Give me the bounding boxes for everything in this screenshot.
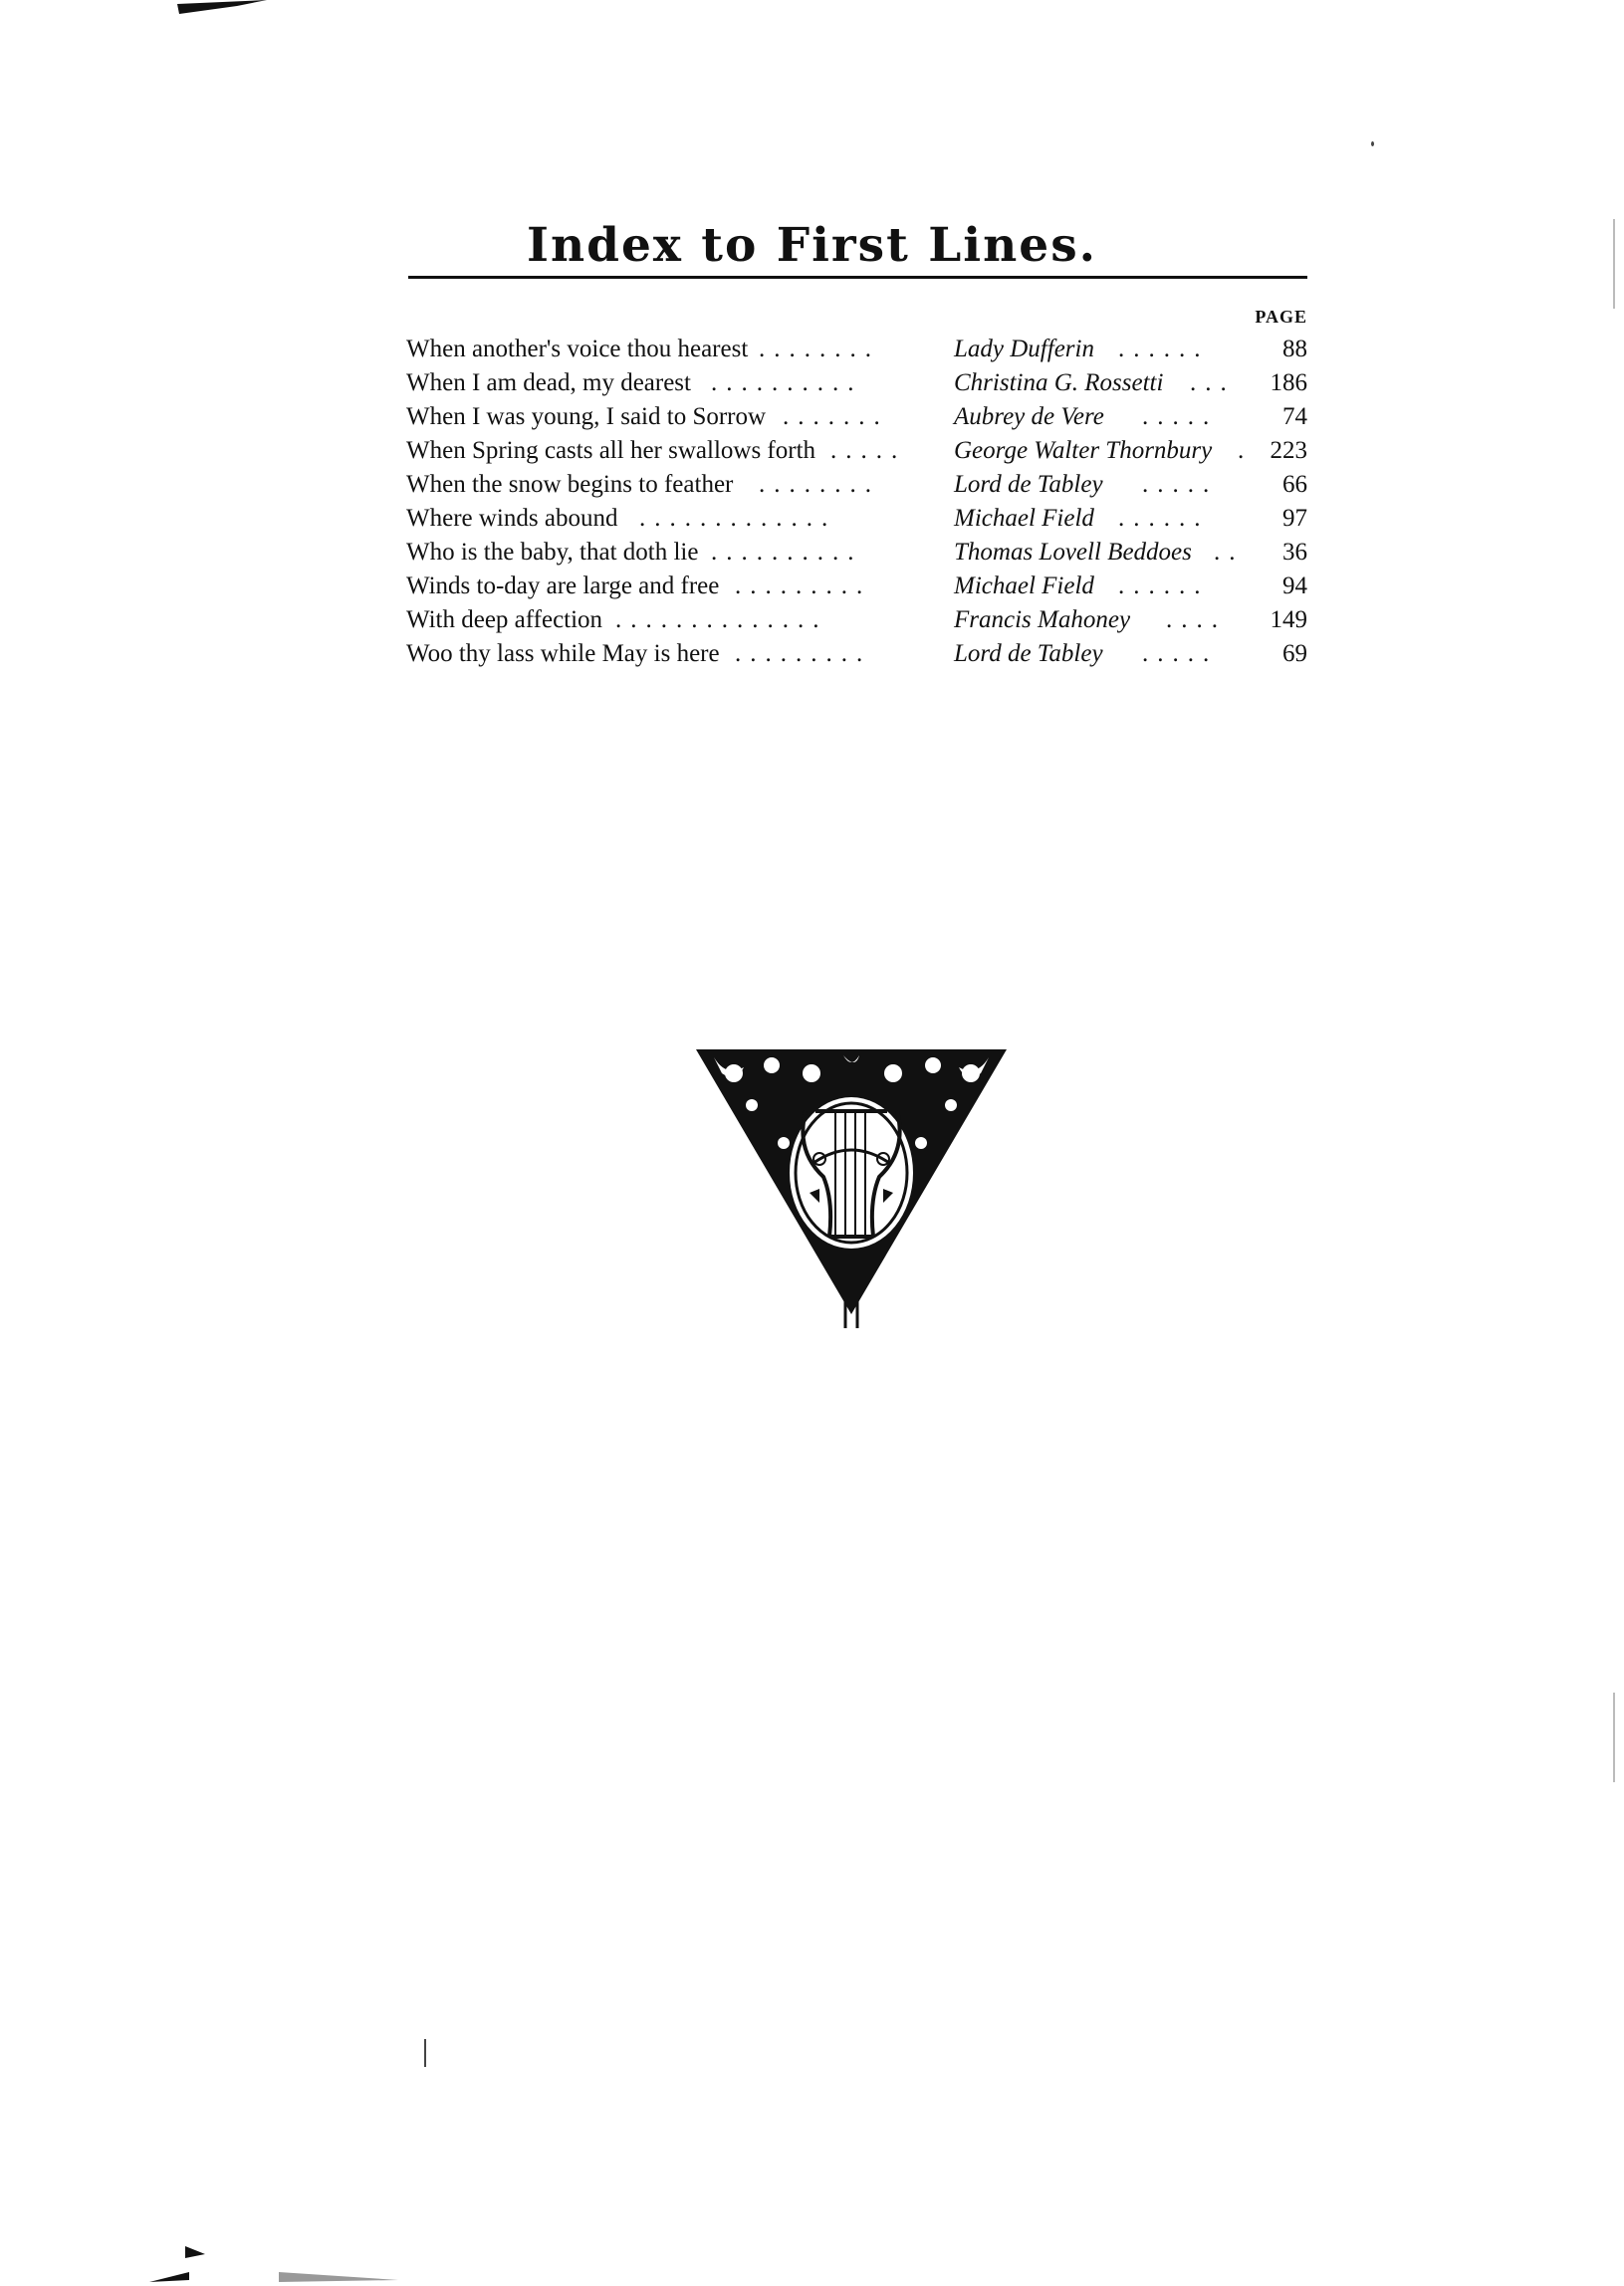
page-number: 94 (1282, 572, 1307, 599)
author-name: Christina G. Rossetti (954, 369, 1164, 396)
page-number: 223 (1270, 437, 1307, 464)
dot-leader: ............. (639, 505, 837, 532)
author-name: Lord de Tabley (954, 640, 1103, 667)
scan-edge-mark-top (177, 0, 267, 16)
index-entry (406, 536, 1307, 570)
scan-speck (1613, 219, 1615, 309)
author-name: Lord de Tabley (954, 471, 1103, 498)
page-number: 36 (1282, 539, 1307, 566)
first-lines-index (406, 333, 1307, 671)
first-line-text: When I was young, I said to Sorrow (406, 403, 767, 430)
page-number: 69 (1282, 640, 1307, 667)
first-line-text: When the snow begins to feather (406, 471, 734, 498)
author-name: Lady Dufferin (954, 336, 1094, 362)
dot-leader: ........ (759, 336, 880, 362)
page-number: 97 (1282, 505, 1307, 532)
dot-leader: ..... (1142, 471, 1219, 498)
index-entry (406, 400, 1307, 434)
author-name: Michael Field (954, 505, 1094, 532)
first-line-text: When Spring casts all her swallows forth (406, 437, 816, 464)
index-entry (406, 333, 1307, 366)
page-number: 149 (1270, 606, 1307, 633)
first-line-text: When I am dead, my dearest (406, 369, 691, 396)
page-number: 186 (1270, 369, 1307, 396)
author-name: Aubrey de Vere (954, 403, 1104, 430)
dot-leader: ... (1190, 369, 1236, 396)
first-line-text: Winds to-day are large and free (406, 572, 720, 599)
dot-leader: ...... (1118, 505, 1210, 532)
dot-leader: ..... (830, 437, 907, 464)
page-title: Index to First Lines. (526, 218, 1098, 274)
scan-speck (424, 2039, 426, 2067)
first-line-text: With deep affection (406, 606, 603, 633)
first-line-text: Where winds abound (406, 505, 618, 532)
dot-leader: ..... (1142, 640, 1219, 667)
author-name: Francis Mahoney (954, 606, 1131, 633)
title-rule (408, 276, 1307, 279)
first-line-text: Who is the baby, that doth lie (406, 539, 699, 566)
dot-leader: . (1238, 437, 1254, 464)
dot-leader: ..... (1142, 403, 1219, 430)
dot-leader: .... (1166, 606, 1227, 633)
page-number: 74 (1282, 403, 1307, 430)
lyre-floral-ornament-icon (694, 1043, 1009, 1328)
dot-leader: .......... (711, 539, 863, 566)
dot-leader: ...... (1118, 572, 1210, 599)
dot-leader: .. (1214, 539, 1245, 566)
scan-edge-mark-bottom (149, 2242, 408, 2286)
scan-speck (1371, 141, 1374, 146)
page-number: 88 (1282, 336, 1307, 362)
dot-leader: .......... (711, 369, 863, 396)
index-entry (406, 570, 1307, 603)
dot-leader: ...... (1118, 336, 1210, 362)
dot-leader: ........ (759, 471, 880, 498)
first-line-text: Woo thy lass while May is here (406, 640, 720, 667)
dot-leader: ......... (735, 572, 872, 599)
dot-leader: .............. (615, 606, 828, 633)
index-entry (406, 468, 1307, 502)
author-name: Thomas Lovell Beddoes (954, 539, 1192, 566)
page-number: 66 (1282, 471, 1307, 498)
index-entry (406, 603, 1307, 637)
page-column-header: PAGE (1255, 307, 1307, 327)
author-name: George Walter Thornbury (954, 437, 1213, 464)
dot-leader: ....... (783, 403, 889, 430)
index-entry (406, 366, 1307, 400)
index-entry (406, 637, 1307, 671)
scan-speck (1613, 1693, 1615, 1782)
index-entry (406, 502, 1307, 536)
author-name: Michael Field (954, 572, 1094, 599)
first-line-text: When another's voice thou hearest (406, 336, 749, 362)
index-entry (406, 434, 1307, 468)
dot-leader: ......... (735, 640, 872, 667)
